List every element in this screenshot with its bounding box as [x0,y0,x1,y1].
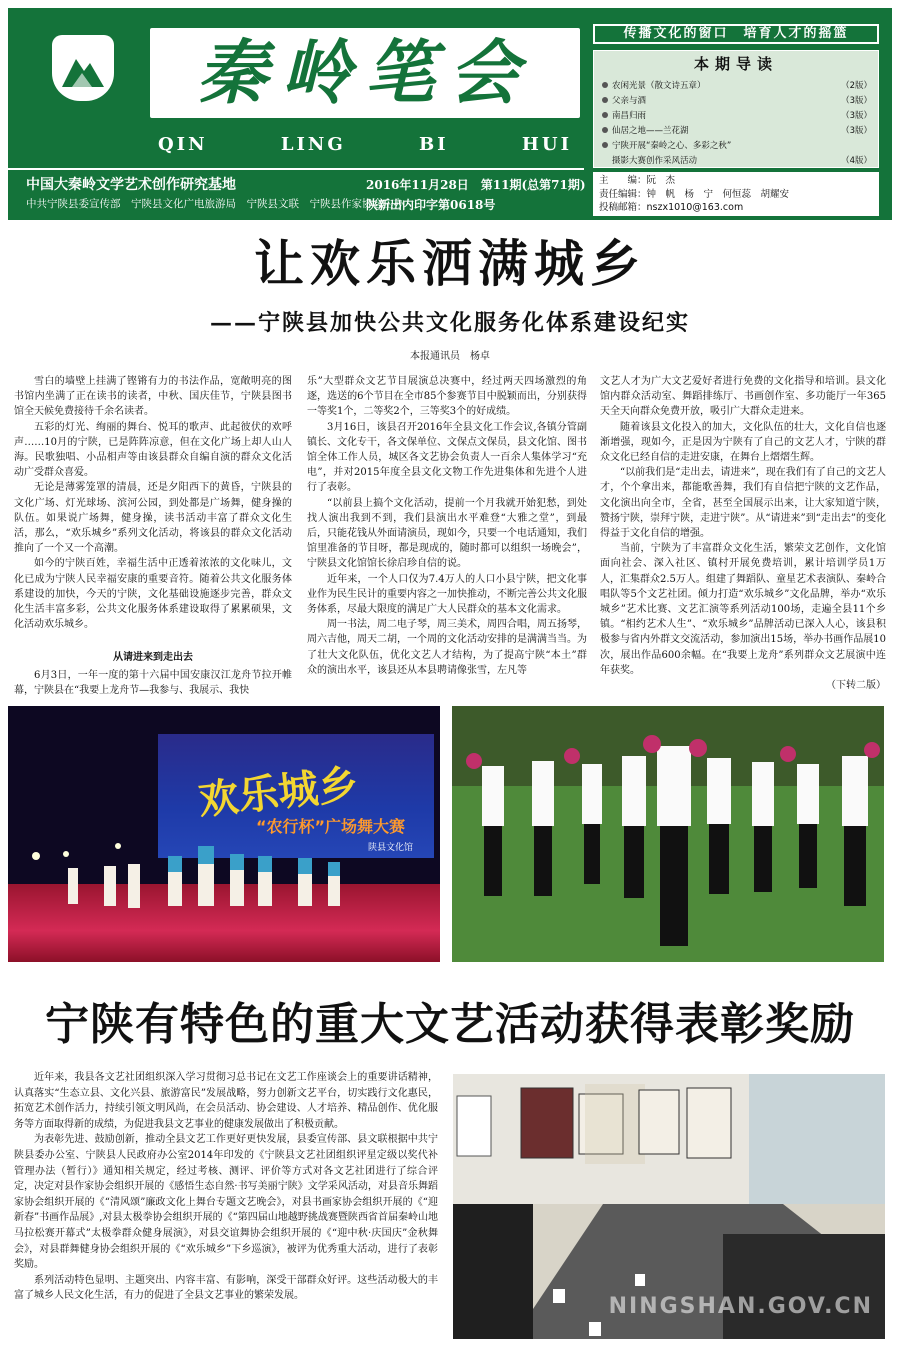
sponsors-line: 中共宁陕县委宣传部 宁陕县文化广电旅游局 宁陕县文联 宁陕县作家协会主办 [26,198,404,210]
continue-note: （下转二版） [826,680,886,692]
bullet-icon [602,97,608,103]
photo-stage-dance [8,706,440,962]
chief-editor: 主 编：阮 杰 [599,175,676,186]
field-dancers [452,706,884,962]
dancers-figures [8,706,440,962]
toc-item[interactable]: 仙居之地——兰花湖 （3版） [602,124,872,139]
newspaper-title: 秦岭笔会 [150,28,580,118]
toc-item[interactable]: 农闲光景（散文诗五章） （2版） [602,79,872,94]
responsible-editors: 责任编辑：钟 帆 杨 宁 何恒蕊 胡耀安 [599,188,790,200]
article-column-1: 雪白的墙壁上挂满了铿锵有力的书法作品，宽敞明亮的图书馆内坐满了正在读书的读者，中秋、国庆佳节，宁陕县图书馆全天候免费接待千余名读者。 五彩的灯光、绚丽的舞台、悦耳的歌声、此起彼伏的欢呼声……10月的宁陕，已是阵阵凉意，但在文化广场上却人山人海。民歌独唱、小品相声等由该县群众自编自演的群众文化活动广受群众喜爱。 无论是薄雾笼罩的清晨，还是夕阳西下的黄昏，宁陕县的文化广场、灯光球场、滨河公园，到处都是广场舞，健身操的队伍。如果说广场舞，健身操，读书活动丰富了群众文化生活，那么，“欢乐城乡”系列文化活动，将该县的群众文化活动推向了一个又一个高潮。 如今的宁陕百姓，幸福生活中正透着浓浓的文化味儿，文化已成为宁陕人民幸福安康的重要音符。随着公共文化服务体系建设的加快，今天的宁陕，文化基础设施逐步完善，群众文化生活丰富多彩，公共文化服务体系建设取得了累累硕果，文化活动欢乐城乡。 从请进来到走出去 6月3日，一年一度的第十六届中国安康汉江龙舟节拉开帷幕，宁陕县在“我要上龙舟节—我参与、我展示、我快 [14,376,292,696]
bullet-icon [602,112,608,118]
masthead-divider [8,168,584,170]
photo-meeting [453,1074,885,1339]
article-column-3: 文艺人才为广大文艺爱好者进行免费的文化指导和培训。县文化馆内群众活动室、舞蹈排练厅、书画创作室、多功能厅一年365天全天向群众免费开放，吸引广大群众走进来。 随着该县文化投入的加大，文化队伍的壮大，文化自信也逐渐增强，现如今，正是因为宁陕有了自己的文艺人才，宁陕的群众文化已经自信的走进安康，在舞台上熠熠生辉。 “以前我们是“走出去，请进来”，现在我们有了自己的文艺人才，个个拿出来，都能歌善舞，我们有自信把宁陕的文艺作品，文化演出向全市，全省，甚至全国展示出来，让大家知道宁陕，赞扬宁陕，崇拜宁陕，走进宁陕”。从“请进来”到“走出去”的变化得益于文化自信的增强。 当前，宁陕为了丰富群众文化生活，繁荣文艺创作，文化馆面向社会、深入社区、镇村开展免费培训，累计培训学员1万人，汇集群众2.5万人。组建了舞蹈队、童星艺术表演队、秦岭合唱队等5个文艺社团。倾力打造“欢乐城乡”文化品牌，举办“欢乐城乡”艺术比赛、文艺汇演等系列活动100场，走遍全县11个乡镇。“相约艺术人生”、“欢乐城乡”品牌活动已深入人心，该县积极参与省内外群文交流活动，参加演出15场，举办书画作品展10次，展出作品600余幅。在“我要上龙舟”系列群众文艺展演中连年获奖。 （下转二版） [600,374,886,693]
banner-title: 欢乐城乡 [196,761,361,825]
banner-subtitle: “农行杯”广场舞大赛 [256,817,406,836]
toc-title: 本期导读 [693,55,778,73]
photo-field-dance [452,706,884,962]
toc-item[interactable]: 父亲与酒 （3版） [602,94,872,109]
logo-mountain-icon [52,35,114,101]
submission-email[interactable]: 投稿邮箱：nszx1010@163.com [599,202,744,213]
table-of-contents [593,50,879,168]
byline: 本报通讯员 杨卓 [410,351,490,362]
article-column-2: 乐”大型群众文艺节目展演总决赛中，经过两天四场激烈的角逐，选送的6个节目在全市85个参赛节目中脱颖而出，分别获得一等奖1个，二等奖2个，三等奖3个的好成绩。 3月16日，该县召开2016年全县文化工作会议,各镇分管副镇长、文化专干，各文保单位、文保点文保员，县文化馆、图书馆全体工作人员，城区各文艺协会负责人一百余人集体学习“充电”，并对2015年度全县文化文物工作先进集体和先进个人进行了表彰。 “以前县上搞个文化活动，提前一个月我就开始犯愁，到处找人演出我到不到，我们县演出水平难登“大雅之堂”，到最后，只能花钱从外面请演员，现如今，只要一个电话通知，我们馆里准备的节目呀，都是现成的，随时都可以组织一场晚会”，宁陕县文化馆馆长徐启珍自信的说。 近年来，一个人口仅为7.4万人的人口小县宁陕，把文化事业作为民生民计的重要内容之一加快推动，不断完善公共文化服务体系，尽最大限度的满足广大人民群众的基本文化需求。 周一书法，周二电子琴，周三美术，周四合唱，周五扬琴，周六吉他，周天二胡，一个周的文化活动安排的是满满当当。为了壮大文化队伍，优化文艺人才结构，为了提高宁陕“本土”群众的演出水平，该县还从本县聘请像张雪，左凡等 [307,376,587,676]
bullet-icon [602,82,608,88]
editorial-credits [593,172,879,216]
second-article-body: 近年来，我县各文艺社团组织深入学习贯彻习总书记在文艺工作座谈会上的重要讲话精神，认真落实“生态立县、文化兴县、旅游富民”发展战略，努力创新文艺平台，切实践行文化惠民，拓宽艺术创作活力，持续引领文明风尚，在会员活动、协会建设、人才培养、精品创作、优化服务等方面取得新的成绩，为促进我县文艺事业的健康发展做出了积极贡献。 为表彰先进、鼓励创新，推动全县文艺工作更好更快发展，县委宣传部、县文联根据中共宁陕县委办公室、宁陕县人民政府办公室2014年印发的《宁陕县文艺社团组织评星定级以奖代补管理办法（暂行）》通知相关规定，经过考核、测评、评价等方式对各文艺社团进行了综合评定，决定对县作家协会组织开展的《感悟生态自然·书写美丽宁陕》文学采风活动，对县音乐舞蹈家协会组织开展的《“清风颂”廉政文化上舞台专题文艺晚会》，对县书画家协会组织开展的《“迎新春”书画作品展》,对县太极拳协会组织开展的《“第四届山地越野挑战赛暨陕西省首届秦岭山地马拉松赛开幕式”太极拳群众健身展演》，对县交谊舞协会组织开展的《“迎中秋·庆国庆”金秋舞会》，对县群舞健身协会组织开展的《“欢乐城乡”下乡巡演》，被评为优秀重大活动，进行了表彰奖励。 系列活动特色显明、主题突出、内容丰富、有影响，深受干部群众好评。这些活动极大的丰富了城乡人民文化生活，有力的促进了全县文艺事业的繁荣发展。 [14,1072,438,1302]
bullet-icon [602,142,608,148]
toc-item[interactable]: 摄影大赛创作采风活动 （4版） [612,156,872,166]
bullet-icon [602,127,608,133]
second-headline: 宁陕有特色的重大文艺活动获得表彰奖励 [45,999,855,1050]
section-subheading: 从请进来到走出去 [113,652,193,664]
toc-list [602,79,872,169]
issue-date: 2016年11月28日 第11期(总第71期) [366,178,586,192]
main-headline: 让欢乐洒满城乡 [254,235,646,293]
slogan-banner: 传播文化的窗口 培育人才的摇篮 [593,24,879,44]
banner-org: 陕县文化馆 [368,843,414,853]
watermark: NINGSHAN.GOV.CN [608,1294,873,1319]
title-pinyin: QIN LING BI HUI [158,134,572,155]
sub-headline: ——宁陕县加快公共文化服务化体系建设纪实 [209,310,690,336]
toc-item[interactable]: 南昌归雨 （3版） [602,109,872,124]
toc-item[interactable]: 宁陕开展“秦岭之心、多彩之秋” [602,139,872,154]
org-line: 中国大秦岭文学艺术创作研究基地 [26,177,236,193]
license-number: 陕新出内印字第0618号 [366,198,496,212]
